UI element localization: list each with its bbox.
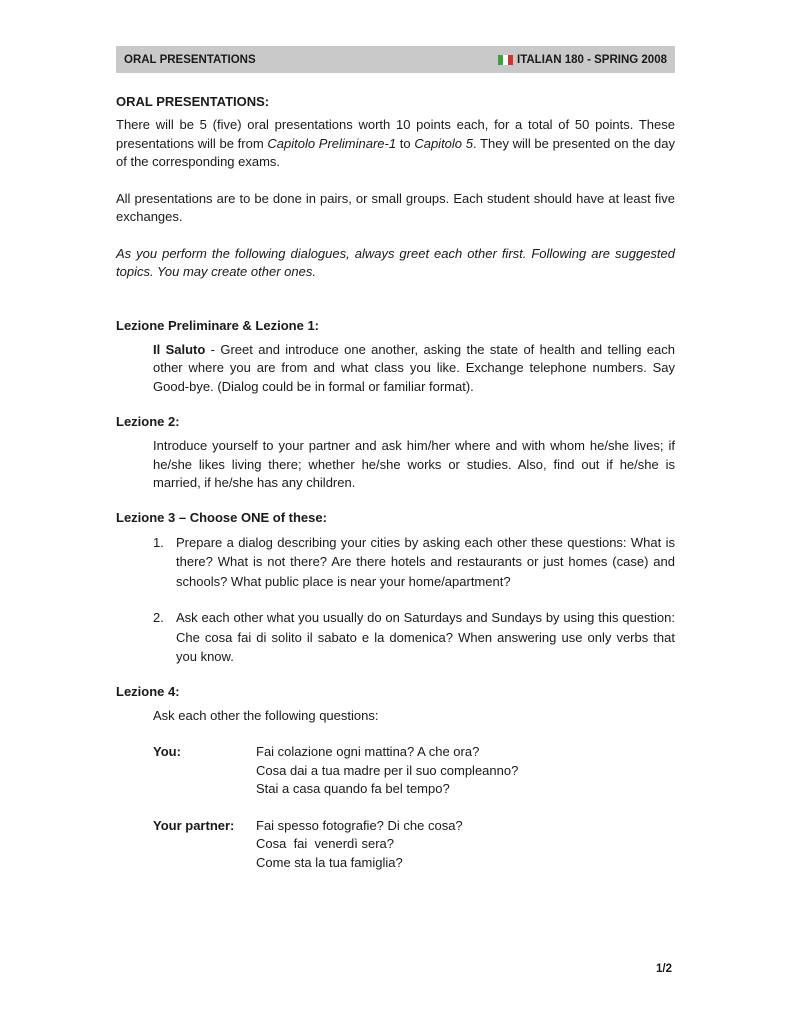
question-line: Come sta la tua famiglia? bbox=[256, 854, 403, 870]
intro-text-c: . They will be presented on the day of the corresponding exams. bbox=[116, 135, 675, 169]
list-item bbox=[153, 608, 675, 667]
page-header bbox=[116, 46, 675, 73]
page-title: ORAL PRESENTATIONS: bbox=[116, 94, 270, 109]
lezione1-bold: Il Saluto bbox=[153, 341, 206, 357]
header-course-title: ITALIAN 180 - SPRING 2008 bbox=[517, 53, 667, 66]
list-item bbox=[153, 533, 675, 592]
question-line: Cosa fai venerdì sera? bbox=[256, 836, 395, 851]
page-number: 1/2 bbox=[656, 963, 672, 975]
partner-lines bbox=[256, 817, 463, 873]
question-line: Fai spesso fotografie? Di che cosa? bbox=[256, 817, 463, 833]
intro-paragraph-3: As you perform the following dialogues, always greet each other first. Following are suggested topics. You may create other ones. bbox=[116, 245, 675, 279]
question-line: Stai a casa quando fa bel tempo? bbox=[256, 781, 450, 796]
intro-italic-1: Capitolo Preliminare-1 bbox=[267, 135, 397, 151]
list-item-text: Prepare a dialog describing your cities by asking each other these questions: What is there? What is not there? Are there hotels and restaurants or just homes (case) and schools? What public place is near your home/apartment? bbox=[176, 534, 675, 589]
partner-label: Your partner: bbox=[153, 817, 235, 833]
intro-text-b: to bbox=[396, 135, 415, 151]
document-body bbox=[116, 93, 675, 872]
you-questions bbox=[153, 743, 675, 799]
lezione4-heading: Lezione 4: bbox=[116, 683, 180, 699]
lezione4-intro: Ask each other the following questions: bbox=[153, 707, 379, 723]
lezione1-text bbox=[153, 341, 675, 397]
italian-flag-icon bbox=[498, 55, 513, 65]
question-line: Fai colazione ogni mattina? A che ora? bbox=[256, 744, 480, 759]
lezione2-text: Introduce yourself to your partner and ask him/her where and with whom he/she lives; if he/she likes living there; whether he/she works or studies. Also, find out if he/she is married, if he/she has any children. bbox=[153, 438, 675, 490]
header-right bbox=[498, 54, 667, 66]
partner-questions bbox=[153, 817, 675, 873]
question-line: Cosa dai a tua madre per il suo compleanno? bbox=[256, 762, 519, 778]
list-item-number: 2. bbox=[153, 610, 164, 625]
intro-italic-2: Capitolo 5 bbox=[414, 135, 473, 151]
intro-paragraph-2: All presentations are to be done in pairs, or small groups. Each student should have at least five exchanges. bbox=[116, 190, 675, 224]
header-left-title: ORAL PRESENTATIONS bbox=[124, 53, 256, 66]
you-label: You: bbox=[153, 744, 181, 759]
lezione1-heading: Lezione Preliminare & Lezione 1: bbox=[116, 317, 319, 333]
intro-paragraph-1 bbox=[116, 116, 675, 172]
lezione3-heading: Lezione 3 – Choose ONE of these: bbox=[116, 509, 327, 525]
intro-text-a: There will be 5 (five) oral presentations worth 10 points each, for a total of 50 points. These presentations will be from bbox=[116, 117, 675, 151]
you-lines bbox=[256, 743, 518, 799]
lezione1-body: - Greet and introduce one another, asking the state of health and telling each other where you are from and what class you like. Exchange telephone numbers. Say Good-bye. (Dialog could be in formal or familiar format). bbox=[153, 341, 675, 394]
list-item-number: 1. bbox=[153, 534, 164, 550]
lezione2-heading: Lezione 2: bbox=[116, 414, 180, 429]
list-item-text: Ask each other what you usually do on Saturdays and Sundays by using this question: Che cosa fai di solito il sabato e la domenica? When answering use only verbs that you know. bbox=[176, 610, 675, 664]
lezione3-list bbox=[116, 533, 675, 667]
